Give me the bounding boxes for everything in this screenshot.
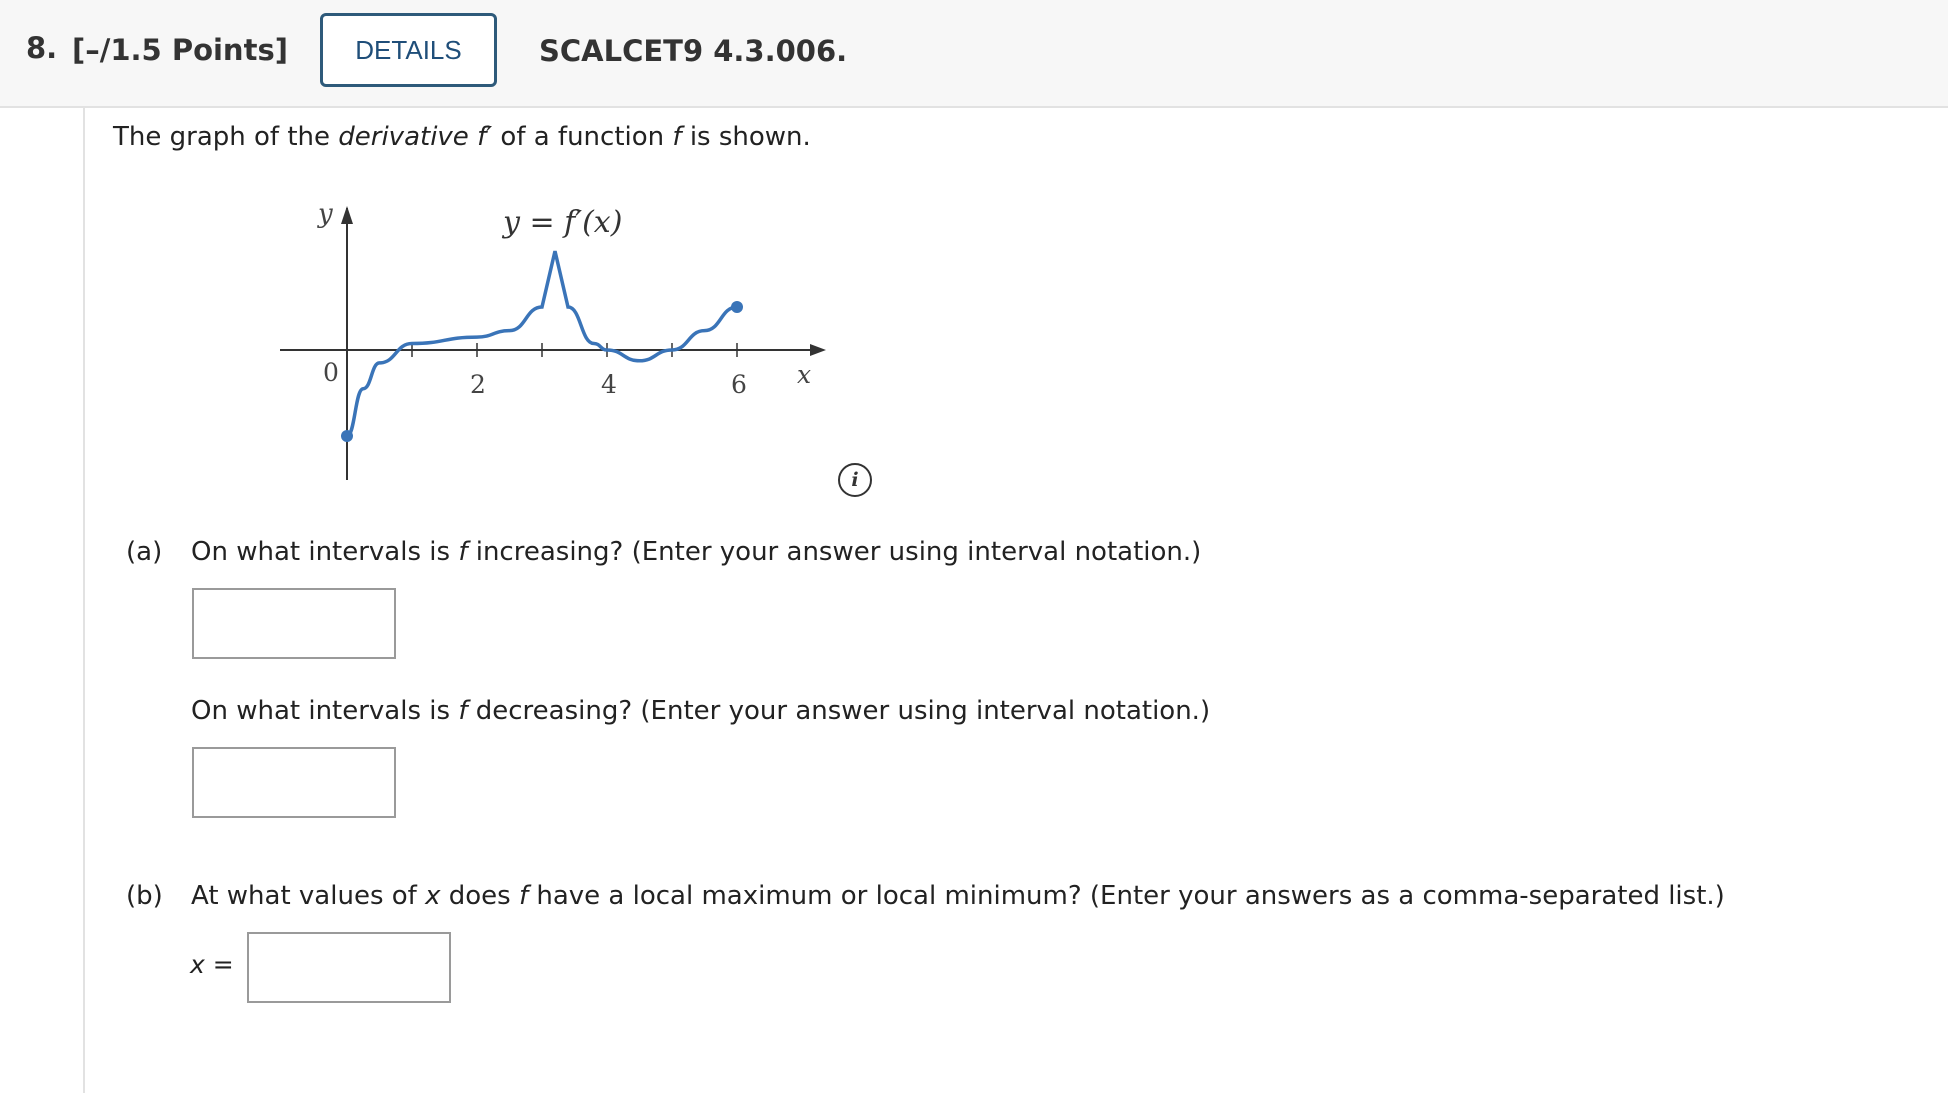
part-a-label: (a) [126,537,163,567]
x-tick-label-6: 6 [731,370,747,399]
part-a-question-increasing [191,537,1201,567]
x-tick-label-0: 0 [323,358,339,387]
part-b-label: (b) [126,881,163,911]
part-a-q2-text-2: decreasing? (Enter your answer using interval notation.) [467,696,1211,726]
y-axis-label: y [318,199,333,229]
curve-start-point [341,430,353,442]
info-icon[interactable]: i [838,463,872,497]
question-header [0,0,1948,108]
x-eq-sign: = [204,950,234,979]
question-points: [–/1.5 Points] [72,33,288,67]
part-a-q1-text-1: On what intervals is [191,537,459,567]
function-label: y = f′(x) [503,205,623,240]
x-equals-label [190,950,234,979]
part-a-question-decreasing [191,696,1210,726]
increasing-intervals-input[interactable] [192,588,396,659]
part-b-x: x [425,881,441,911]
details-button[interactable]: DETAILS [320,13,497,87]
x-eq-x: x [190,950,205,979]
decreasing-intervals-input[interactable] [192,747,396,818]
y-axis-arrow [341,206,353,224]
prompt-f: f [672,122,682,152]
part-a-q2-f: f [458,696,468,726]
part-b-text-1: At what values of [191,881,426,911]
prompt-text-2: of a function [492,122,673,152]
local-extrema-input[interactable] [247,932,451,1003]
part-b-text-2: does [440,881,519,911]
part-a-q1-f: f [458,537,468,567]
prompt-text-3: is shown. [681,122,811,152]
x-axis-arrow [810,344,826,356]
part-a-q2-text-1: On what intervals is [191,696,459,726]
x-axis-label: x [797,360,812,389]
x-tick-label-2: 2 [470,370,486,399]
x-tick-label-4: 4 [601,370,617,399]
curve-end-point [731,301,743,313]
prompt-derivative: derivative [338,122,469,152]
part-a-q1-text-2: increasing? (Enter your answer using interval notation.) [467,537,1202,567]
part-b-text-3: have a local maximum or local minimum? (Enter your answers as a comma-separated list.) [528,881,1725,911]
prompt-text-1: The graph of the [113,122,339,152]
prompt-fprime: f′ [468,122,493,152]
question-number: 8. [26,31,58,65]
left-divider [83,108,85,1093]
derivative-graph [270,188,830,498]
part-b-f: f [518,881,529,911]
question-prompt [113,122,811,152]
part-b-question [191,881,1725,911]
question-code: SCALCET9 4.3.006. [539,34,848,68]
